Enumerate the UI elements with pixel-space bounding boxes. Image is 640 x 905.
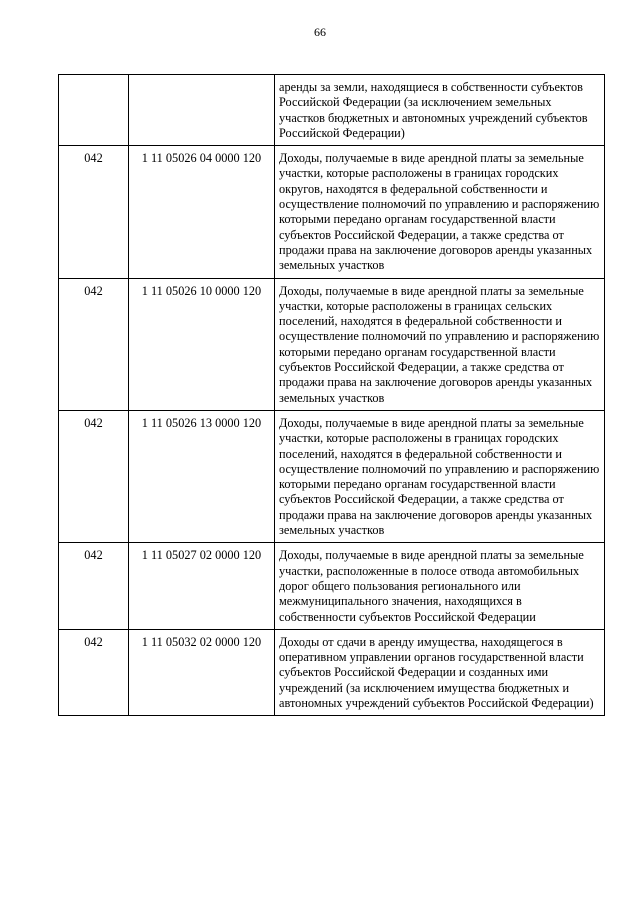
admin-code-cell: 042 <box>59 629 129 715</box>
revenue-name-cell: Доходы, получаемые в виде арендной платы за земельные участки, которые расположены в границах городских поселений, находятся в федеральной собственности и осуществление полномочий по управлению и распоряжению которыми передано органам государственной власти субъектов Российской Федерации, а также средства от продажи права на заключение договоров аренды указанных земельных участков <box>275 410 605 542</box>
revenue-name-cell: Доходы от сдачи в аренду имущества, находящегося в оперативном управлении органов государственной власти субъектов Российской Федерации и созданных ими учреждений (за исключением имущества бюджетных и автономных учреждений субъектов Российской Федерации) <box>275 629 605 715</box>
revenue-codes-table <box>58 74 605 716</box>
budget-code-cell: 1 11 05026 10 0000 120 <box>129 278 275 410</box>
admin-code-cell <box>59 75 129 146</box>
table-row <box>59 146 605 278</box>
budget-code-cell: 1 11 05027 02 0000 120 <box>129 543 275 629</box>
table-row <box>59 410 605 542</box>
budget-code-cell: 1 11 05026 04 0000 120 <box>129 146 275 278</box>
admin-code-cell: 042 <box>59 410 129 542</box>
table-row <box>59 278 605 410</box>
admin-code-cell: 042 <box>59 278 129 410</box>
table-row <box>59 75 605 146</box>
revenue-name-cell: Доходы, получаемые в виде арендной платы за земельные участки, которые расположены в границах городских округов, находятся в федеральной собственности и осуществление полномочий по управлению и распоряжению которыми передано органам государственной власти субъектов Российской Федерации, а также средства от продажи права на заключение договоров аренды указанных земельных участков <box>275 146 605 278</box>
budget-code-cell: 1 11 05032 02 0000 120 <box>129 629 275 715</box>
budget-code-cell <box>129 75 275 146</box>
revenue-name-cell: Доходы, получаемые в виде арендной платы за земельные участки, расположенные в полосе отвода автомобильных дорог общего пользования регионального или межмуниципального значения, находящихся в собственности субъектов Российской Федерации <box>275 543 605 629</box>
admin-code-cell: 042 <box>59 146 129 278</box>
revenue-name-cell: Доходы, получаемые в виде арендной платы за земельные участки, которые расположены в границах сельских поселений, находятся в федеральной собственности и осуществление полномочий по управлению и распоряжению которыми передано органам государственной власти субъектов Российской Федерации, а также средства от продажи права на заключение договоров аренды указанных земельных участков <box>275 278 605 410</box>
table-row <box>59 629 605 715</box>
table-row <box>59 543 605 629</box>
budget-code-cell: 1 11 05026 13 0000 120 <box>129 410 275 542</box>
admin-code-cell: 042 <box>59 543 129 629</box>
revenue-name-cell: аренды за земли, находящиеся в собственности субъектов Российской Федерации (за исключением земельных участков бюджетных и автономных учреждений субъектов Российской Федерации) <box>275 75 605 146</box>
page-number: 66 <box>314 25 326 39</box>
